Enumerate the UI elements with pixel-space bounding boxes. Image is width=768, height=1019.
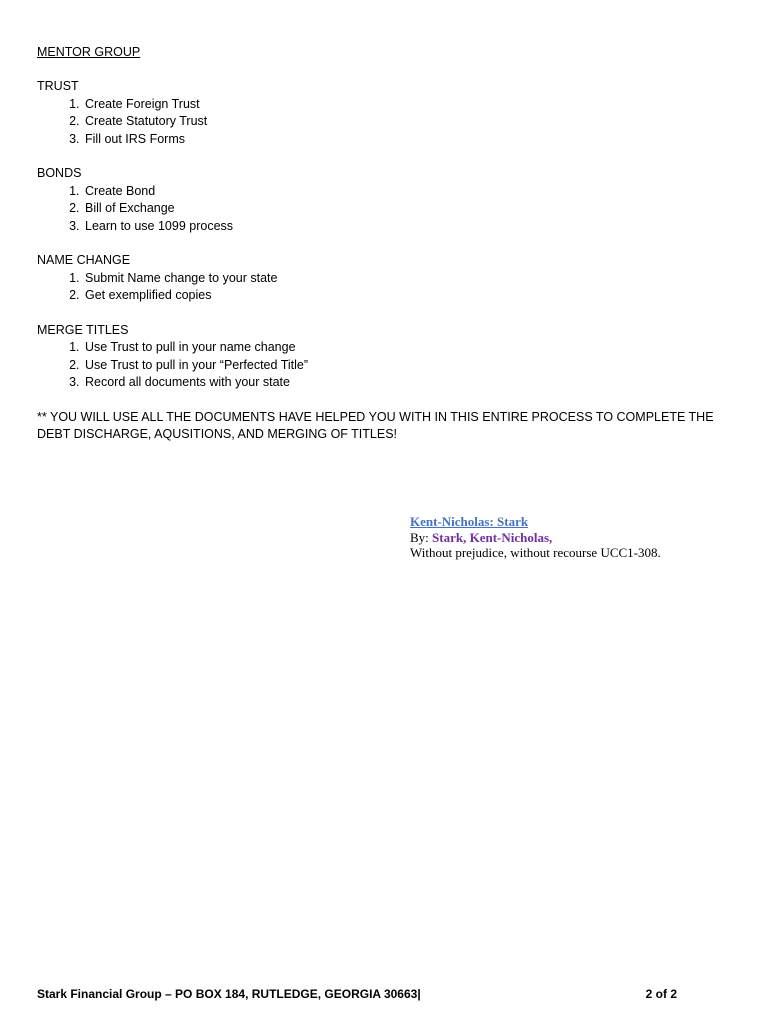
list-item: 2. Use Trust to pull in your “Perfected Title” [83, 357, 737, 374]
list-item: 1. Submit Name change to your state [83, 270, 737, 287]
signature-by-line [410, 530, 661, 546]
signature-block [410, 514, 661, 561]
signature-link[interactable]: Kent-Nicholas: Stark [410, 514, 529, 529]
numbered-list [37, 183, 737, 235]
numbered-list [37, 96, 737, 148]
list-item: 3. Fill out IRS Forms [83, 131, 737, 148]
document-title: MENTOR GROUP [37, 45, 141, 59]
list-item: 2. Bill of Exchange [83, 200, 737, 217]
footer-address: Stark Financial Group – PO BOX 184, RUTLEDGE, GEORGIA 30663| [37, 987, 421, 1001]
page-number: 2 of 2 [645, 987, 677, 1001]
list-item: 3. Learn to use 1099 process [83, 218, 737, 235]
section-merge-titles [37, 322, 737, 392]
list-item: 2. Get exemplified copies [83, 287, 737, 304]
list-item: 1. Create Bond [83, 183, 737, 200]
reservation-of-rights: Without prejudice, without recourse UCC1-308. [410, 545, 661, 560]
section-heading: NAME CHANGE [37, 253, 131, 268]
list-item: 1. Use Trust to pull in your name change [83, 339, 737, 356]
numbered-list [37, 270, 737, 305]
closing-note: ** YOU WILL USE ALL THE DOCUMENTS HAVE HELPED YOU WITH IN THIS ENTIRE PROCESS TO COMPLETE THE DEBT DISCHARGE, AQUSITIONS, AND MERGING OF TITLES! [37, 410, 714, 442]
numbered-list [37, 339, 737, 391]
list-item: 1. Create Foreign Trust [83, 96, 737, 113]
by-prefix: By: [410, 529, 433, 545]
list-item: 2. Create Statutory Trust [83, 113, 737, 130]
signer-name: Stark, Kent-Nicholas, [432, 529, 553, 545]
section-bonds [37, 165, 737, 235]
list-item: 3. Record all documents with your state [83, 374, 737, 391]
section-heading: MERGE TITLES [37, 323, 129, 338]
section-heading: BONDS [37, 166, 82, 181]
section-name-change [37, 252, 737, 304]
section-heading: TRUST [37, 79, 79, 94]
document-body [37, 44, 737, 444]
section-trust [37, 78, 737, 148]
